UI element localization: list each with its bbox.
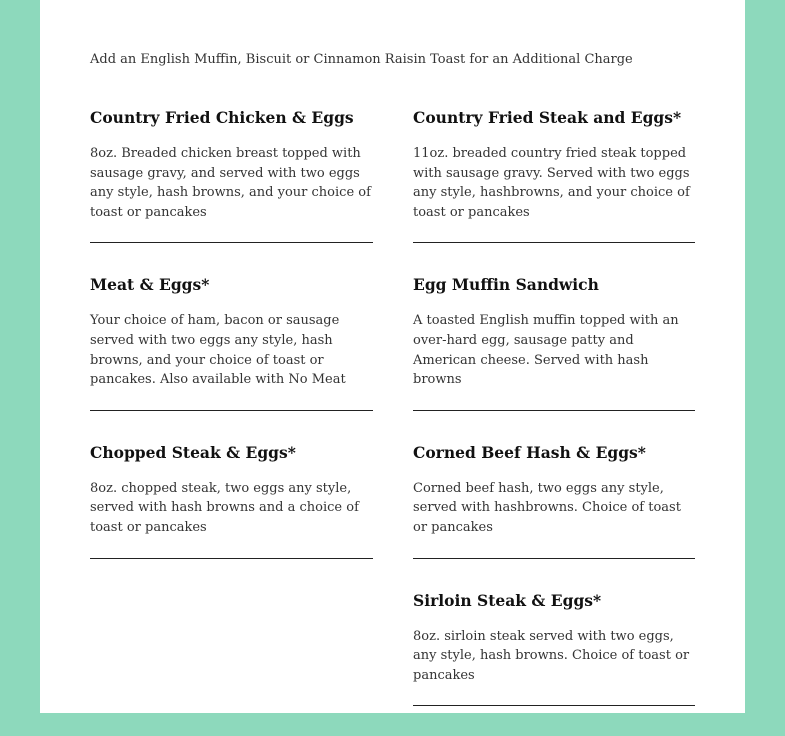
menu-item-description: A toasted English muffin topped with an over-hard egg, sausage patty and American cheese. Served with hash browns	[413, 313, 679, 388]
menu-item-title: Corned Beef Hash & Eggs*	[413, 442, 646, 462]
menu-item	[90, 273, 373, 410]
menu-right-column	[413, 106, 695, 736]
menu-item-description: 8oz. Breaded chicken breast topped with sausage gravy, and served with two eggs any style, hash browns, and your choice of toast or pancakes	[90, 146, 371, 220]
menu-item-description: Your choice of ham, bacon or sausage served with two eggs any style, hash browns, and your choice of toast or pancakes. Also available with No Meat	[90, 313, 346, 388]
menu-item-title: Egg Muffin Sandwich	[413, 275, 599, 295]
menu-item	[413, 106, 695, 243]
menu-item-title: Country Fried Chicken & Eggs	[90, 108, 354, 127]
menu-item-title: Country Fried Steak and Eggs*	[413, 108, 682, 127]
menu-item-description: 8oz. chopped steak, two eggs any style, served with hash browns and a choice of toast or pancakes	[90, 480, 359, 535]
menu-item-title: Meat & Eggs*	[90, 275, 210, 295]
menu-left-column	[90, 106, 373, 589]
menu-item-description: 8oz. sirloin steak served with two eggs, any style, hash browns. Choice of toast or pancakes	[413, 628, 690, 683]
menu-item-title: Chopped Steak & Eggs*	[90, 442, 296, 462]
menu-intro-text: Add an English Muffin, Biscuit or Cinnamon Raisin Toast for an Additional Charge	[90, 52, 633, 67]
menu-item	[90, 106, 373, 243]
menu-item-title: Sirloin Steak & Eggs*	[413, 590, 602, 610]
menu-item	[413, 273, 695, 410]
menu-item	[90, 441, 373, 559]
menu-item-description: 11oz. breaded country fried steak topped with sausage gravy. Served with two eggs any style, hashbrowns, and your choice of toast or pancakes	[413, 146, 690, 220]
menu-item	[413, 589, 695, 707]
menu-item-description: Corned beef hash, two eggs any style, served with hashbrowns. Choice of toast or pancakes	[413, 480, 681, 535]
menu-page	[40, 0, 745, 713]
menu-item	[413, 441, 695, 559]
